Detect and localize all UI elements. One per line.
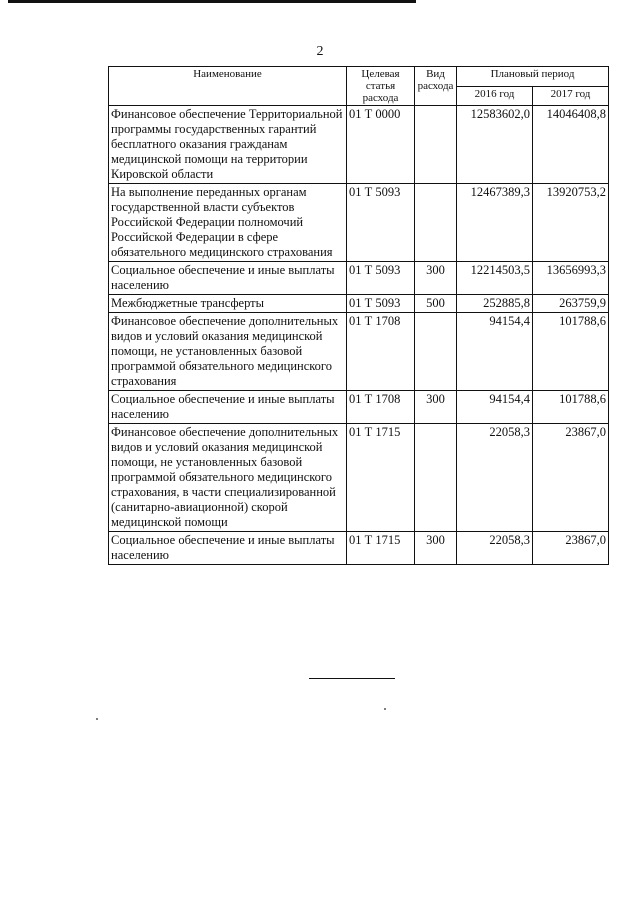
header-period: Плановый период [457, 67, 609, 87]
cell-code: 01 Т 0000 [347, 106, 415, 184]
cell-name: Социальное обеспечение и иные выплаты населению [109, 532, 347, 565]
cell-name: Социальное обеспечение и иные выплаты населению [109, 391, 347, 424]
cell-kind [415, 313, 457, 391]
table-row [109, 532, 609, 565]
cell-2016: 12467389,3 [457, 184, 533, 262]
cell-kind: 300 [415, 532, 457, 565]
cell-code: 01 Т 5093 [347, 262, 415, 295]
cell-name: Межбюджетные трансферты [109, 295, 347, 313]
cell-2016: 22058,3 [457, 424, 533, 532]
cell-name: Финансовое обеспечение Территориальной программы государственных гарантий бесплатного оказания гражданам медицинской помощи на территории Кировской области [109, 106, 347, 184]
header-year-2017: 2017 год [533, 86, 609, 106]
table-row [109, 106, 609, 184]
cell-kind [415, 424, 457, 532]
header-name: Наименование [109, 67, 347, 106]
cell-2017: 23867,0 [533, 424, 609, 532]
table-row [109, 313, 609, 391]
cell-2016: 12214503,5 [457, 262, 533, 295]
cell-2017: 101788,6 [533, 313, 609, 391]
cell-kind: 300 [415, 391, 457, 424]
cell-name: Финансовое обеспечение дополнительных видов и условий оказания медицинской помощи, не установленных базовой программой обязательного медицинского страхования, в части специализированной (санитарно-авиационной) скорой медицинской помощи [109, 424, 347, 532]
cell-code: 01 Т 1708 [347, 391, 415, 424]
footer-rule [309, 678, 395, 679]
top-edge-rule [8, 0, 416, 3]
cell-kind [415, 184, 457, 262]
cell-2017: 13656993,3 [533, 262, 609, 295]
cell-2016: 22058,3 [457, 532, 533, 565]
scan-speck [384, 708, 386, 710]
cell-kind: 500 [415, 295, 457, 313]
cell-2017: 23867,0 [533, 532, 609, 565]
cell-code: 01 Т 1715 [347, 424, 415, 532]
scan-speck [96, 718, 98, 720]
cell-name: На выполнение переданных органам государственной власти субъектов Российской Федерации полномочий Российской Федерации в сфере обязательного медицинского страхования [109, 184, 347, 262]
cell-2017: 14046408,8 [533, 106, 609, 184]
table-row [109, 184, 609, 262]
cell-code: 01 Т 1715 [347, 532, 415, 565]
cell-2016: 12583602,0 [457, 106, 533, 184]
cell-2016: 252885,8 [457, 295, 533, 313]
budget-table [108, 66, 609, 565]
cell-kind [415, 106, 457, 184]
table-row [109, 391, 609, 424]
cell-code: 01 Т 5093 [347, 184, 415, 262]
page-number: 2 [316, 44, 324, 59]
cell-2017: 101788,6 [533, 391, 609, 424]
header-code: Целевая статья расхода [347, 67, 415, 106]
cell-2016: 94154,4 [457, 391, 533, 424]
table-body [109, 106, 609, 565]
header-kind: Вид расхода [415, 67, 457, 106]
cell-2017: 263759,9 [533, 295, 609, 313]
table-row [109, 424, 609, 532]
table-header [109, 67, 609, 106]
cell-name: Финансовое обеспечение дополнительных видов и условий оказания медицинской помощи, не установленных базовой программой обязательного медицинского страхования [109, 313, 347, 391]
cell-2017: 13920753,2 [533, 184, 609, 262]
cell-code: 01 Т 5093 [347, 295, 415, 313]
table-row [109, 262, 609, 295]
header-year-2016: 2016 год [457, 86, 533, 106]
cell-2016: 94154,4 [457, 313, 533, 391]
table-row [109, 295, 609, 313]
cell-name: Социальное обеспечение и иные выплаты населению [109, 262, 347, 295]
cell-kind: 300 [415, 262, 457, 295]
cell-code: 01 Т 1708 [347, 313, 415, 391]
